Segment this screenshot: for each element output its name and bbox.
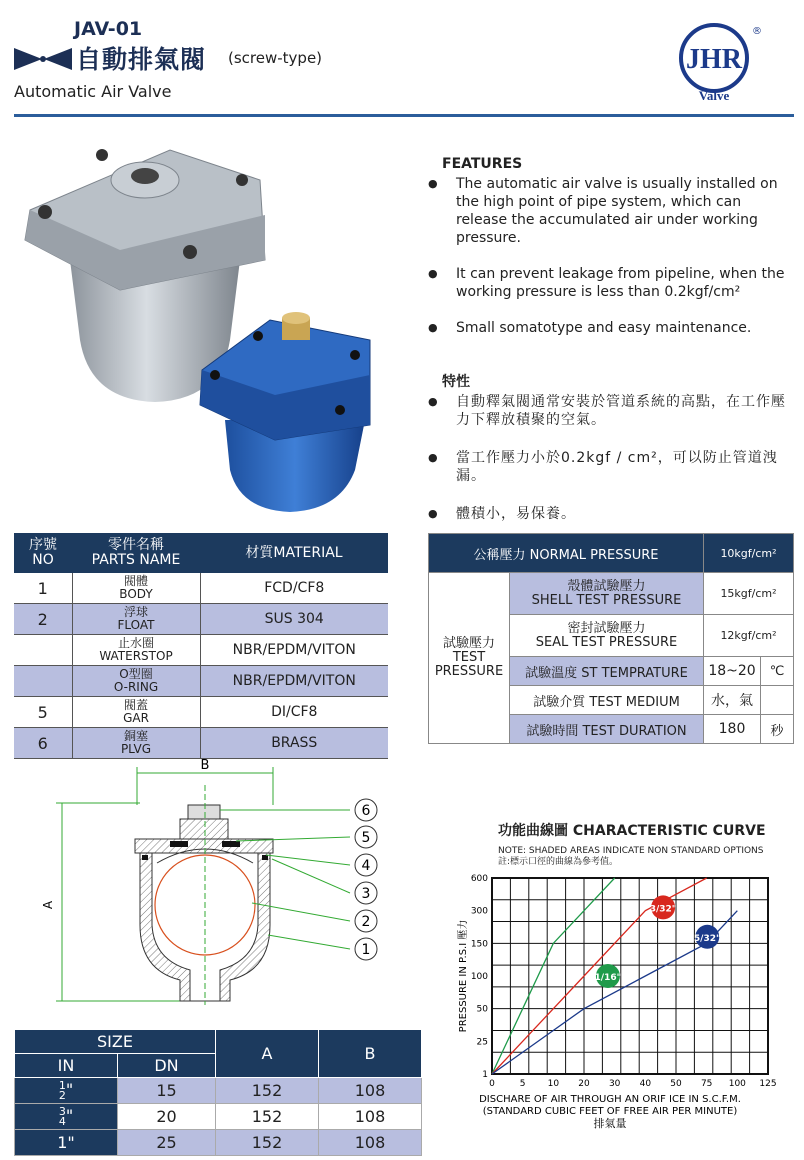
test-row-value: 水，氣	[704, 686, 761, 715]
registered-mark: ®	[752, 26, 762, 37]
series-label: 5/32"	[693, 933, 721, 944]
x-tick-label: 125	[759, 1079, 777, 1089]
x-tick-label: 75	[700, 1079, 713, 1089]
callout-1: 1	[361, 942, 371, 958]
x-tick-label: 0	[489, 1079, 495, 1089]
header-material: 材質MATERIAL	[200, 533, 388, 573]
series-label: 3/32"	[649, 904, 677, 915]
y-tick-label: 150	[470, 939, 488, 950]
y-tick-label: 600	[470, 874, 488, 884]
features-heading-zh: 特性	[442, 374, 470, 390]
table-row: 5 閥蓋 GAR DI/CF8	[14, 697, 388, 728]
table-row: 3 4" 20 152 108	[15, 1104, 422, 1130]
test-row-value: 18~20	[704, 657, 761, 686]
y-tick-label: 50	[476, 1004, 488, 1015]
x-tick-label: 100	[728, 1079, 746, 1089]
feature-item: ● Small somatotype and easy maintenance.	[442, 319, 792, 337]
callout-5: 5	[361, 830, 371, 846]
technical-drawing	[40, 755, 400, 1010]
test-row-value: 15kgf/cm²	[704, 573, 794, 615]
product-photo	[20, 140, 390, 520]
table-row: 2 浮球 FLOAT SUS 304	[14, 604, 388, 635]
x-tick-label: 30	[608, 1079, 621, 1089]
header-b: B	[319, 1030, 422, 1078]
callout-3: 3	[361, 886, 371, 902]
size-table	[14, 1029, 422, 1156]
x-tick-label: 20	[578, 1079, 590, 1089]
nominal-pressure-value: 10kgf/cm²	[704, 534, 794, 573]
feature-item: ● It can prevent leakage from pipeline, when the working pressure is less than 0.2kgf/cm²	[442, 265, 792, 301]
page-subtitle: Automatic Air Valve	[14, 82, 172, 101]
pressure-table	[428, 533, 794, 744]
x-tick-label: 50	[670, 1079, 682, 1089]
chart-note: NOTE: SHADED AREAS INDICATE NON STANDARD OPTIONS 註:標示口徑的曲線為參考值。	[498, 846, 764, 867]
test-row-unit: ℃	[761, 657, 794, 686]
features-section	[442, 155, 792, 543]
parts-table	[14, 533, 388, 759]
logo-sub: Valve	[698, 88, 730, 103]
characteristic-chart	[450, 868, 795, 1140]
test-row-label: 試驗溫度 ST TEMPRATURE	[510, 657, 704, 686]
callout-2: 2	[361, 914, 371, 930]
feature-item-zh: ● 自動釋氣閥通常安裝於管道系統的高點，在工作壓力下釋放積聚的空氣。	[442, 393, 792, 429]
header-a: A	[216, 1030, 319, 1078]
test-row-unit: 秒	[761, 715, 794, 744]
y-tick-label: 100	[470, 972, 488, 982]
header-in: IN	[15, 1054, 118, 1078]
model-number: JAV-01	[74, 18, 143, 40]
nominal-pressure-label: 公稱壓力 NORMAL PRESSURE	[429, 534, 704, 573]
y-axis-label: PRESSURE IN P.S.I 壓力	[458, 919, 469, 1033]
y-tick-label: 300	[470, 906, 488, 917]
table-row: 1 2" 15 152 108	[15, 1078, 422, 1104]
valve-symbol-icon	[14, 46, 74, 72]
dim-label-a: A	[41, 900, 55, 910]
features-heading: FEATURES	[442, 156, 523, 172]
test-row-label: 試驗介質 TEST MEDIUM	[510, 686, 704, 715]
test-row-value: 180	[704, 715, 761, 744]
header-dn: DN	[118, 1054, 216, 1078]
x-axis-label: DISCHARE OF AIR THROUGH AN ORIF ICE IN S.C.F.M.	[479, 1094, 741, 1105]
callout-4: 4	[361, 858, 371, 874]
logo-text: JHR	[686, 44, 742, 75]
header-no: 序號 NO	[14, 533, 72, 573]
test-row-label: 試驗時間 TEST DURATION	[510, 715, 704, 744]
header-size: SIZE	[15, 1030, 216, 1054]
table-row: 6 銅塞 PLVG BRASS	[14, 728, 388, 759]
table-row: 止水圈 WATERSTOP NBR/EPDM/VITON	[14, 635, 388, 666]
page-title: 自動排氣閥	[76, 45, 207, 74]
table-row: 1 閥體 BODY FCD/CF8	[14, 573, 388, 604]
x-tick-label: 10	[547, 1079, 560, 1089]
table-row: 1" 25 152 108	[15, 1130, 422, 1156]
chart-title: 功能曲線圖 CHARACTERISTIC CURVE	[498, 823, 766, 839]
x-tick-label: 5	[519, 1079, 526, 1089]
test-row-label: 密封試驗壓力 SEAL TEST PRESSURE	[510, 615, 704, 657]
test-row-label: 殼體試驗壓力 SHELL TEST PRESSURE	[510, 573, 704, 615]
callout-6: 6	[361, 803, 371, 819]
header-parts-name: 零件名稱 PARTS NAME	[72, 533, 200, 573]
feature-item-zh: ● 體積小，易保養。	[442, 505, 792, 523]
test-row-unit	[761, 686, 794, 715]
feature-item-zh: ● 當工作壓力小於0.2kgf / cm²，可以防止管道洩漏。	[442, 449, 792, 485]
feature-item: ● The automatic air valve is usually installed on the high point of pipe system, which can release the accumulated air under working pressure.	[442, 175, 792, 247]
x-axis-label-2: (STANDARD CUBIC FEET OF FREE AIR PER MINUTE)	[482, 1106, 738, 1117]
table-row: O型圈 O-RING NBR/EPDM/VITON	[14, 666, 388, 697]
header-rule	[14, 114, 794, 117]
series-label: 1/16"	[594, 973, 622, 983]
brand-logo	[678, 22, 774, 108]
y-tick-label: 1	[482, 1070, 488, 1080]
x-tick-label: 40	[639, 1079, 652, 1089]
test-row-value: 12kgf/cm²	[704, 615, 794, 657]
x-axis-label-zh: 排氣量	[593, 1117, 627, 1130]
test-pressure-group: 試驗壓力 TEST PRESSURE	[429, 573, 510, 744]
dim-label-b: B	[200, 758, 210, 773]
title-suffix: (screw-type)	[228, 49, 323, 67]
y-tick-label: 25	[476, 1037, 488, 1048]
